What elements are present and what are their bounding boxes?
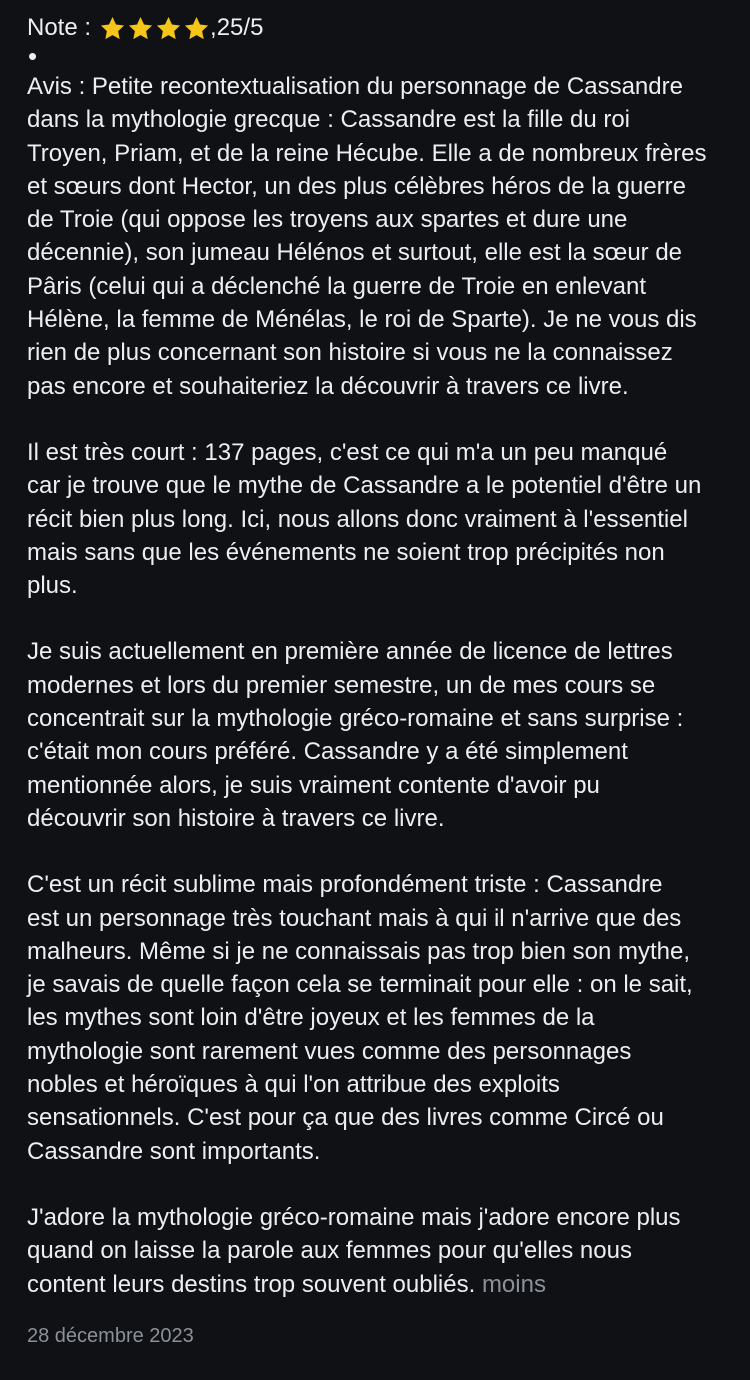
review-text-line: mentionnée alors, je suis vraiment contente d'avoir pu [27,771,600,799]
review-text-line: C'est un récit sublime mais profondément triste : Cassandre [27,871,663,899]
review-paragraph [27,1201,730,1301]
review-text-line: pas encore et souhaiteriez la découvrir à travers ce livre. [27,372,629,400]
review-text-line: mythologie sont rarement vues comme des personnages [27,1037,632,1065]
review-text-line: les mythes sont loin d'être joyeux et les femmes de la [27,1004,595,1032]
review-text-line: mais sans que les événements ne soient trop précipités non [27,538,665,566]
review-text-line: plus. [27,572,78,600]
review-paragraph [27,436,730,602]
review-text-line: Cassandre sont importants. [27,1137,321,1165]
review-text-line: je savais de quelle façon cela se terminait pour elle : on le sait, [27,971,693,999]
review-paragraph [27,635,730,835]
review-text-line: récit bien plus long. Ici, nous allons donc vraiment à l'essentiel [27,505,688,533]
review-text-line: découvrir son histoire à travers ce livre. [27,804,445,832]
review-text-line: nobles et héroïques à qui l'on attribue des exploits [27,1071,560,1099]
review-text-line: Troyen, Priam, et de la reine Hécube. Elle a de nombreux frères [27,139,707,167]
review-text-line: malheurs. Même si je ne connaissais pas trop bien son mythe, [27,937,690,965]
review-text-line: est un personnage très touchant mais à qui il n'arrive que des [27,904,682,932]
review-text-line: Je suis actuellement en première année de licence de lettres [27,638,673,666]
review-text-line: Pâris (celui qui a déclenché la guerre de Troie en enlevant [27,272,647,300]
review-text-line: décennie), son jumeau Hélénos et surtout, elle est la sœur de [27,239,683,267]
review-text-line: rien de plus concernant son histoire si vous ne la connaissez [27,339,673,367]
review-text-line: quand on laisse la parole aux femmes pour qu'elles nous [27,1237,632,1265]
review-paragraph [27,70,730,403]
rating-score-suffix: ,25/5 [210,14,264,42]
review-text-line: modernes et lors du premier semestre, un de mes cours se [27,671,656,699]
review-text-line: J'adore la mythologie gréco-romaine mais j'adore encore plus [27,1203,681,1231]
bullet-point: • [28,41,38,71]
review-text-line: et sœurs dont Hector, un des plus célèbres héros de la guerre [27,172,687,200]
review-text-line [27,1268,730,1301]
review-text-line: c'était mon cours préféré. Cassandre y a été simplement [27,738,628,766]
review-text-line: concentrait sur la mythologie gréco-romaine et sans surprise : [27,705,684,733]
review-paragraph [27,868,730,1168]
review-text-line: sensationnels. C'est pour ça que des livres comme Circé ou [27,1104,664,1132]
review-text-line: car je trouve que le mythe de Cassandre a le potentiel d'être un [27,472,702,500]
review-text-line: Hélène, la femme de Ménélas, le roi de Sparte). Je ne vous dis [27,306,697,334]
rating-label: Note : [27,14,92,42]
star-rating [99,15,210,42]
show-less-link[interactable]: moins [481,1270,546,1298]
review-text-line: Il est très court : 137 pages, c'est ce qui m'a un peu manqué [27,438,668,466]
star-icon [99,15,126,42]
review-date: 28 décembre 2023 [27,1325,194,1347]
review-text-segment: content leurs destins trop souvent oubliés. [27,1270,476,1298]
review-body [27,70,730,1301]
star-icon [155,15,182,42]
review-text-line: Avis : Petite recontextualisation du personnage de Cassandre [27,73,683,100]
star-icon [183,15,210,42]
star-icon [127,15,154,42]
rating-row [27,10,730,46]
review-text-line: de Troie (qui oppose les troyens aux spartes et dure une [27,206,628,234]
review-text-line: dans la mythologie grecque : Cassandre est la fille du roi [27,106,630,134]
